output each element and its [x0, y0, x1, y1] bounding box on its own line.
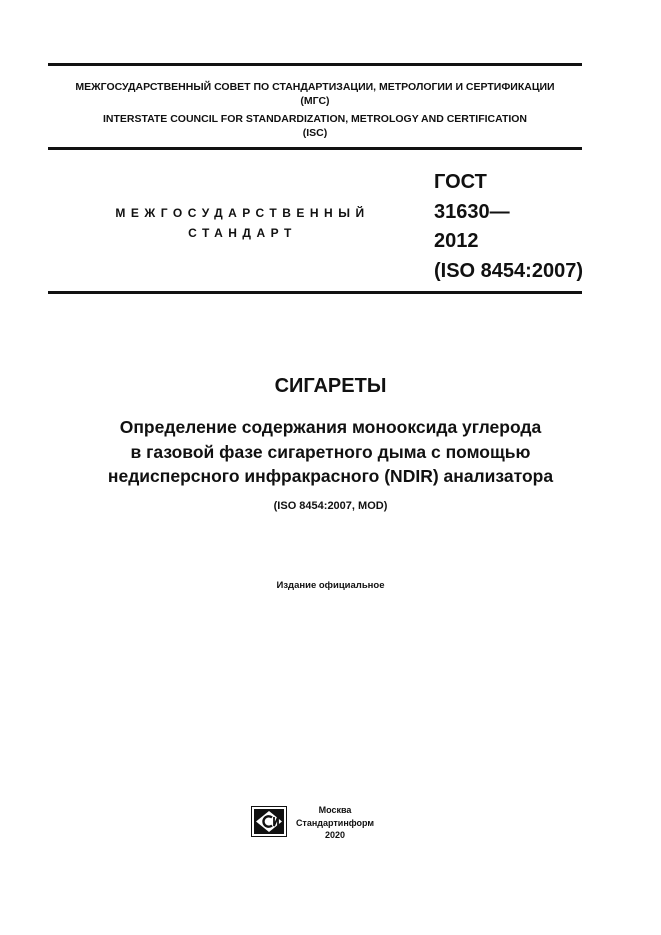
- edition-label: Издание официальное: [276, 580, 385, 591]
- council-ru-name: МЕЖГОСУДАРСТВЕННЫЙ СОВЕТ ПО СТАНДАРТИЗАЦИИ, МЕТРОЛОГИИ И СЕРТИФИКАЦИИ: [75, 81, 555, 93]
- council-ru-abbr: (МГС): [300, 95, 330, 107]
- gost-id-line1: ГОСТ: [434, 171, 487, 193]
- publisher: [290, 804, 380, 842]
- subtitle-line3: недисперсного инфракрасного (NDIR) анализатора: [107, 466, 554, 486]
- gost-id: [434, 168, 583, 286]
- subtitle-line2: в газовой фазе сигаретного дыма с помощью: [130, 441, 531, 462]
- standard-label-line2: СТАНДАРТ: [188, 226, 297, 240]
- council-en-abbr: (ISC): [302, 127, 328, 139]
- publisher-name: Стандартинформ: [295, 817, 375, 828]
- top-rule: [48, 63, 582, 66]
- document-subtitle: [0, 415, 661, 489]
- publisher-city: Москва: [318, 805, 352, 815]
- council-ru: [48, 80, 582, 108]
- iso-reference: (ISO 8454:2007, MOD): [273, 500, 388, 512]
- gost-id-line4: (ISO 8454:2007): [434, 259, 583, 282]
- standartinform-logo-icon: [251, 806, 287, 837]
- gost-id-line2: 31630—: [434, 200, 510, 223]
- subtitle-line1: Определение содержания монооксида углерода: [119, 417, 542, 437]
- standard-label-line1: МЕЖГОСУДАРСТВЕННЫЙ: [115, 206, 370, 220]
- document-title: СИГАРЕТЫ: [274, 375, 387, 397]
- council-en: [48, 112, 582, 140]
- standard-label: [100, 203, 385, 243]
- gost-id-line3: 2012: [434, 230, 479, 252]
- council-en-name: INTERSTATE COUNCIL FOR STANDARDIZATION, METROLOGY AND CERTIFICATION: [102, 113, 528, 125]
- standard-rule: [48, 291, 582, 294]
- header-rule: [48, 147, 582, 150]
- publisher-year: 2020: [324, 830, 346, 840]
